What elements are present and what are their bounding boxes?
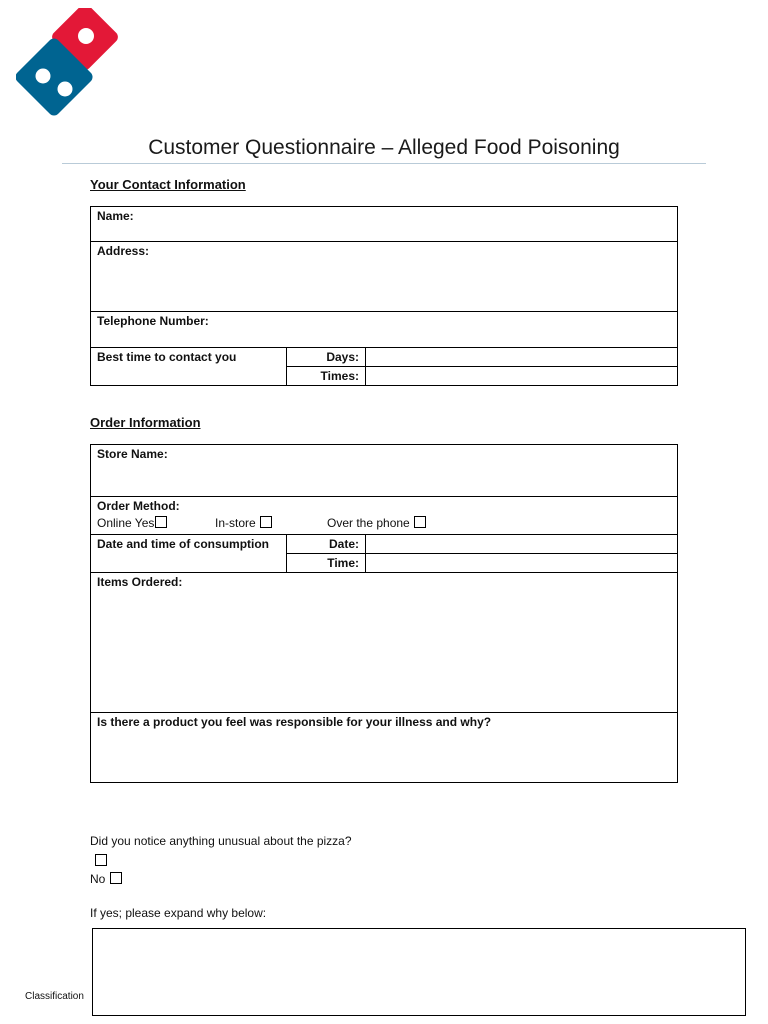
contact-heading: Your Contact Information: [90, 177, 246, 192]
unusual-question: Did you notice anything unusual about the pizza?: [90, 834, 352, 848]
phone-label: Over the phone: [327, 516, 410, 530]
classification-footer: Classification: [25, 991, 84, 1002]
instore-label: In-store: [215, 516, 256, 530]
date-field[interactable]: [366, 535, 678, 554]
consumption-label: Date and time of consumption: [91, 535, 287, 573]
no-label: No: [90, 872, 106, 886]
times-label: Times:: [287, 367, 366, 386]
yes-checkbox[interactable]: [95, 854, 107, 866]
name-field[interactable]: [91, 207, 678, 242]
responsible-product-label: Is there a product you feel was responsible for your illness and why?: [97, 715, 492, 729]
address-field[interactable]: [91, 242, 678, 312]
expand-instruction: If yes; please expand why below:: [90, 906, 267, 920]
order-heading: Order Information: [90, 415, 201, 430]
order-method-cell: [91, 497, 678, 535]
order-method-label: Order Method:: [97, 499, 180, 513]
time-field[interactable]: [366, 554, 678, 573]
order-table: [90, 444, 678, 783]
store-name-label: Store Name:: [97, 447, 168, 461]
name-label: Name:: [97, 209, 134, 223]
page-title: Customer Questionnaire – Alleged Food Poisoning: [148, 136, 620, 159]
telephone-field[interactable]: [91, 312, 678, 348]
times-field[interactable]: [366, 367, 678, 386]
address-label: Address:: [97, 244, 150, 258]
items-ordered-field[interactable]: [91, 573, 678, 713]
items-ordered-label: Items Ordered:: [97, 575, 183, 589]
dominos-logo-icon: [16, 8, 126, 120]
telephone-label: Telephone Number:: [97, 314, 209, 328]
phone-checkbox[interactable]: [414, 516, 426, 528]
no-checkbox[interactable]: [110, 872, 122, 884]
expand-textbox[interactable]: [92, 928, 746, 1016]
store-name-field[interactable]: [91, 445, 678, 497]
instore-checkbox[interactable]: [260, 516, 272, 528]
responsible-product-field[interactable]: [91, 713, 678, 783]
date-label: Date:: [287, 535, 366, 554]
contact-table: [90, 206, 678, 386]
days-field[interactable]: [366, 348, 678, 367]
online-label: Online Yes: [97, 516, 155, 530]
best-time-label: Best time to contact you: [91, 348, 287, 386]
title-divider: [62, 163, 706, 164]
online-checkbox[interactable]: [155, 516, 167, 528]
days-label: Days:: [287, 348, 366, 367]
time-label: Time:: [287, 554, 366, 573]
